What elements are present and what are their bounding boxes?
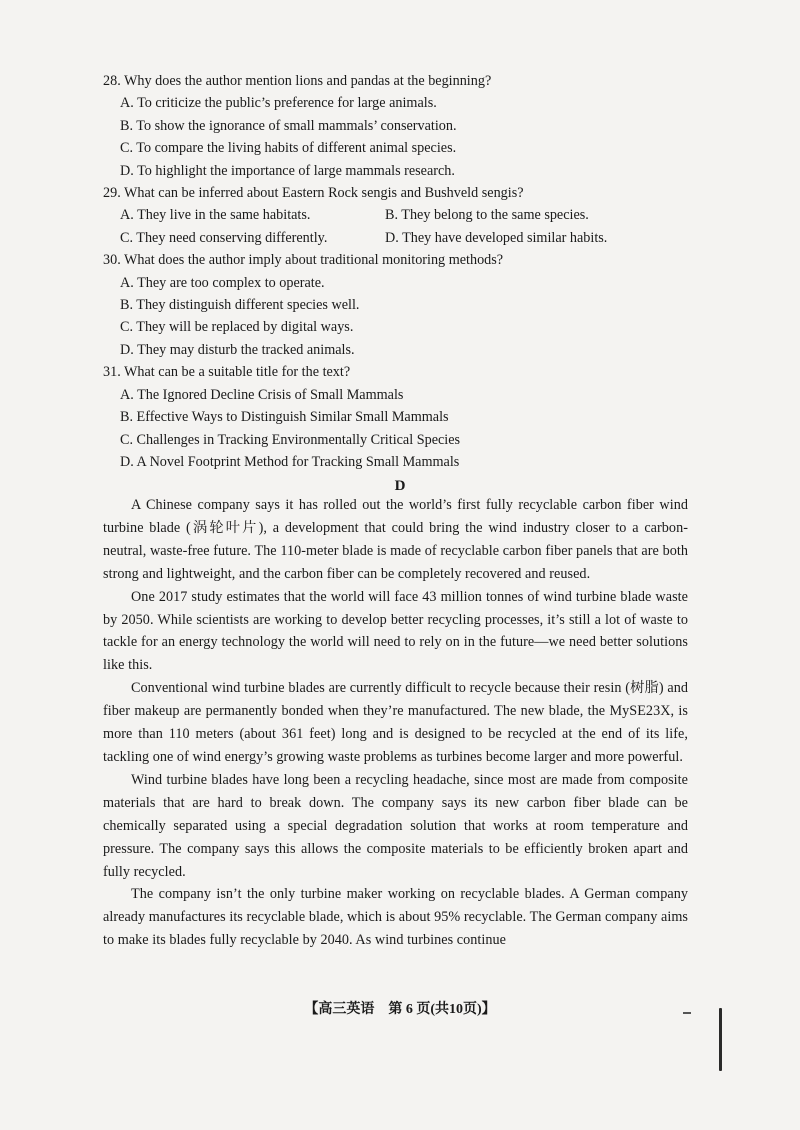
passage-paragraph: The company isn’t the only turbine maker working on recyclable blades. A German company already manufactures its recyclable blade, which is about 95% recyclable. The German company aims to make its blades fully recyclable by 2040. As wind turbines continue [103,886,688,949]
option-c: C. They will be replaced by digital ways. [120,319,354,336]
passage-paragraph: A Chinese company says it has rolled out the world’s first fully recyclable carbon fiber wind turbine blade (涡轮叶片), a development that could bring the wind industry closer to a carbon-neutral, waste-free future. The 110-meter blade is made of recyclable carbon fiber panels that are both strong and lightweight, and the carbon fiber can be completely recovered and reused. [103,497,688,582]
scan-edge-line [719,1008,722,1071]
passage-paragraph: Wind turbine blades have long been a recycling headache, since most are made from composite materials that are hard to break down. The company says its new carbon fiber blade can be chemically separated using a special degradation solution that works at room temperature and pressure. The company says this allows the composite materials to be efficiently broken apart and fully recycled. [103,771,688,880]
section-heading: D [394,478,406,494]
passage-paragraph: Conventional wind turbine blades are currently difficult to recycle because their resin (树脂) and fiber makeup are permanently bonded when they’re manufactured. The new blade, the MySE23X, is more than 110 meters (about 361 feet) long and is designed to be recycled at the end of its life, tackling one of wind energy’s growing waste problems as turbines become larger and more powerful. [103,680,688,765]
passage-paragraph: One 2017 study estimates that the world will face 43 million tonnes of wind turbine blade waste by 2050. While scientists are working to develop better recycling processes, it’s still a lot of waste to tackle for an energy technology the world will need to rely on in the future—we need better solutions like this. [103,588,688,674]
option-d: D. They have developed similar habits. [385,229,608,246]
option-row [103,227,683,249]
option-a: A. They live in the same habitats. [120,207,311,224]
question-stem: 30. What does the author imply about traditional monitoring methods? [103,252,504,269]
option-b: B. They belong to the same species. [385,207,589,224]
scan-mark [683,1012,691,1014]
option-c: C. To compare the living habits of different animal species. [120,140,457,157]
option-d: D. A Novel Footprint Method for Tracking Small Mammals [120,453,460,470]
option-row [103,204,683,226]
reading-passage [103,494,688,952]
option-d: D. To highlight the importance of large mammals research. [120,162,455,179]
option-c: C. They need conserving differently. [120,229,328,246]
option-b: B. To show the ignorance of small mammals’ conservation. [120,117,457,134]
option-a: A. To criticize the public’s preference for large animals. [120,95,437,112]
page-footer: 【高三英语 第 6 页(共10页)】 [304,1002,496,1017]
option-b: B. Effective Ways to Distinguish Similar Small Mammals [120,409,449,426]
option-c: C. Challenges in Tracking Environmentally Critical Species [120,431,461,448]
question-stem: 29. What can be inferred about Eastern Rock sengis and Bushveld sengis? [103,185,524,202]
question-stem: 28. Why does the author mention lions and pandas at the beginning? [103,73,492,89]
option-b: B. They distinguish different species well. [120,297,360,314]
question-list [103,70,683,473]
question-stem: 31. What can be a suitable title for the text? [103,364,351,381]
option-a: A. The Ignored Decline Crisis of Small Mammals [120,386,404,403]
option-a: A. They are too complex to operate. [120,274,325,291]
option-d: D. They may disturb the tracked animals. [120,341,355,358]
